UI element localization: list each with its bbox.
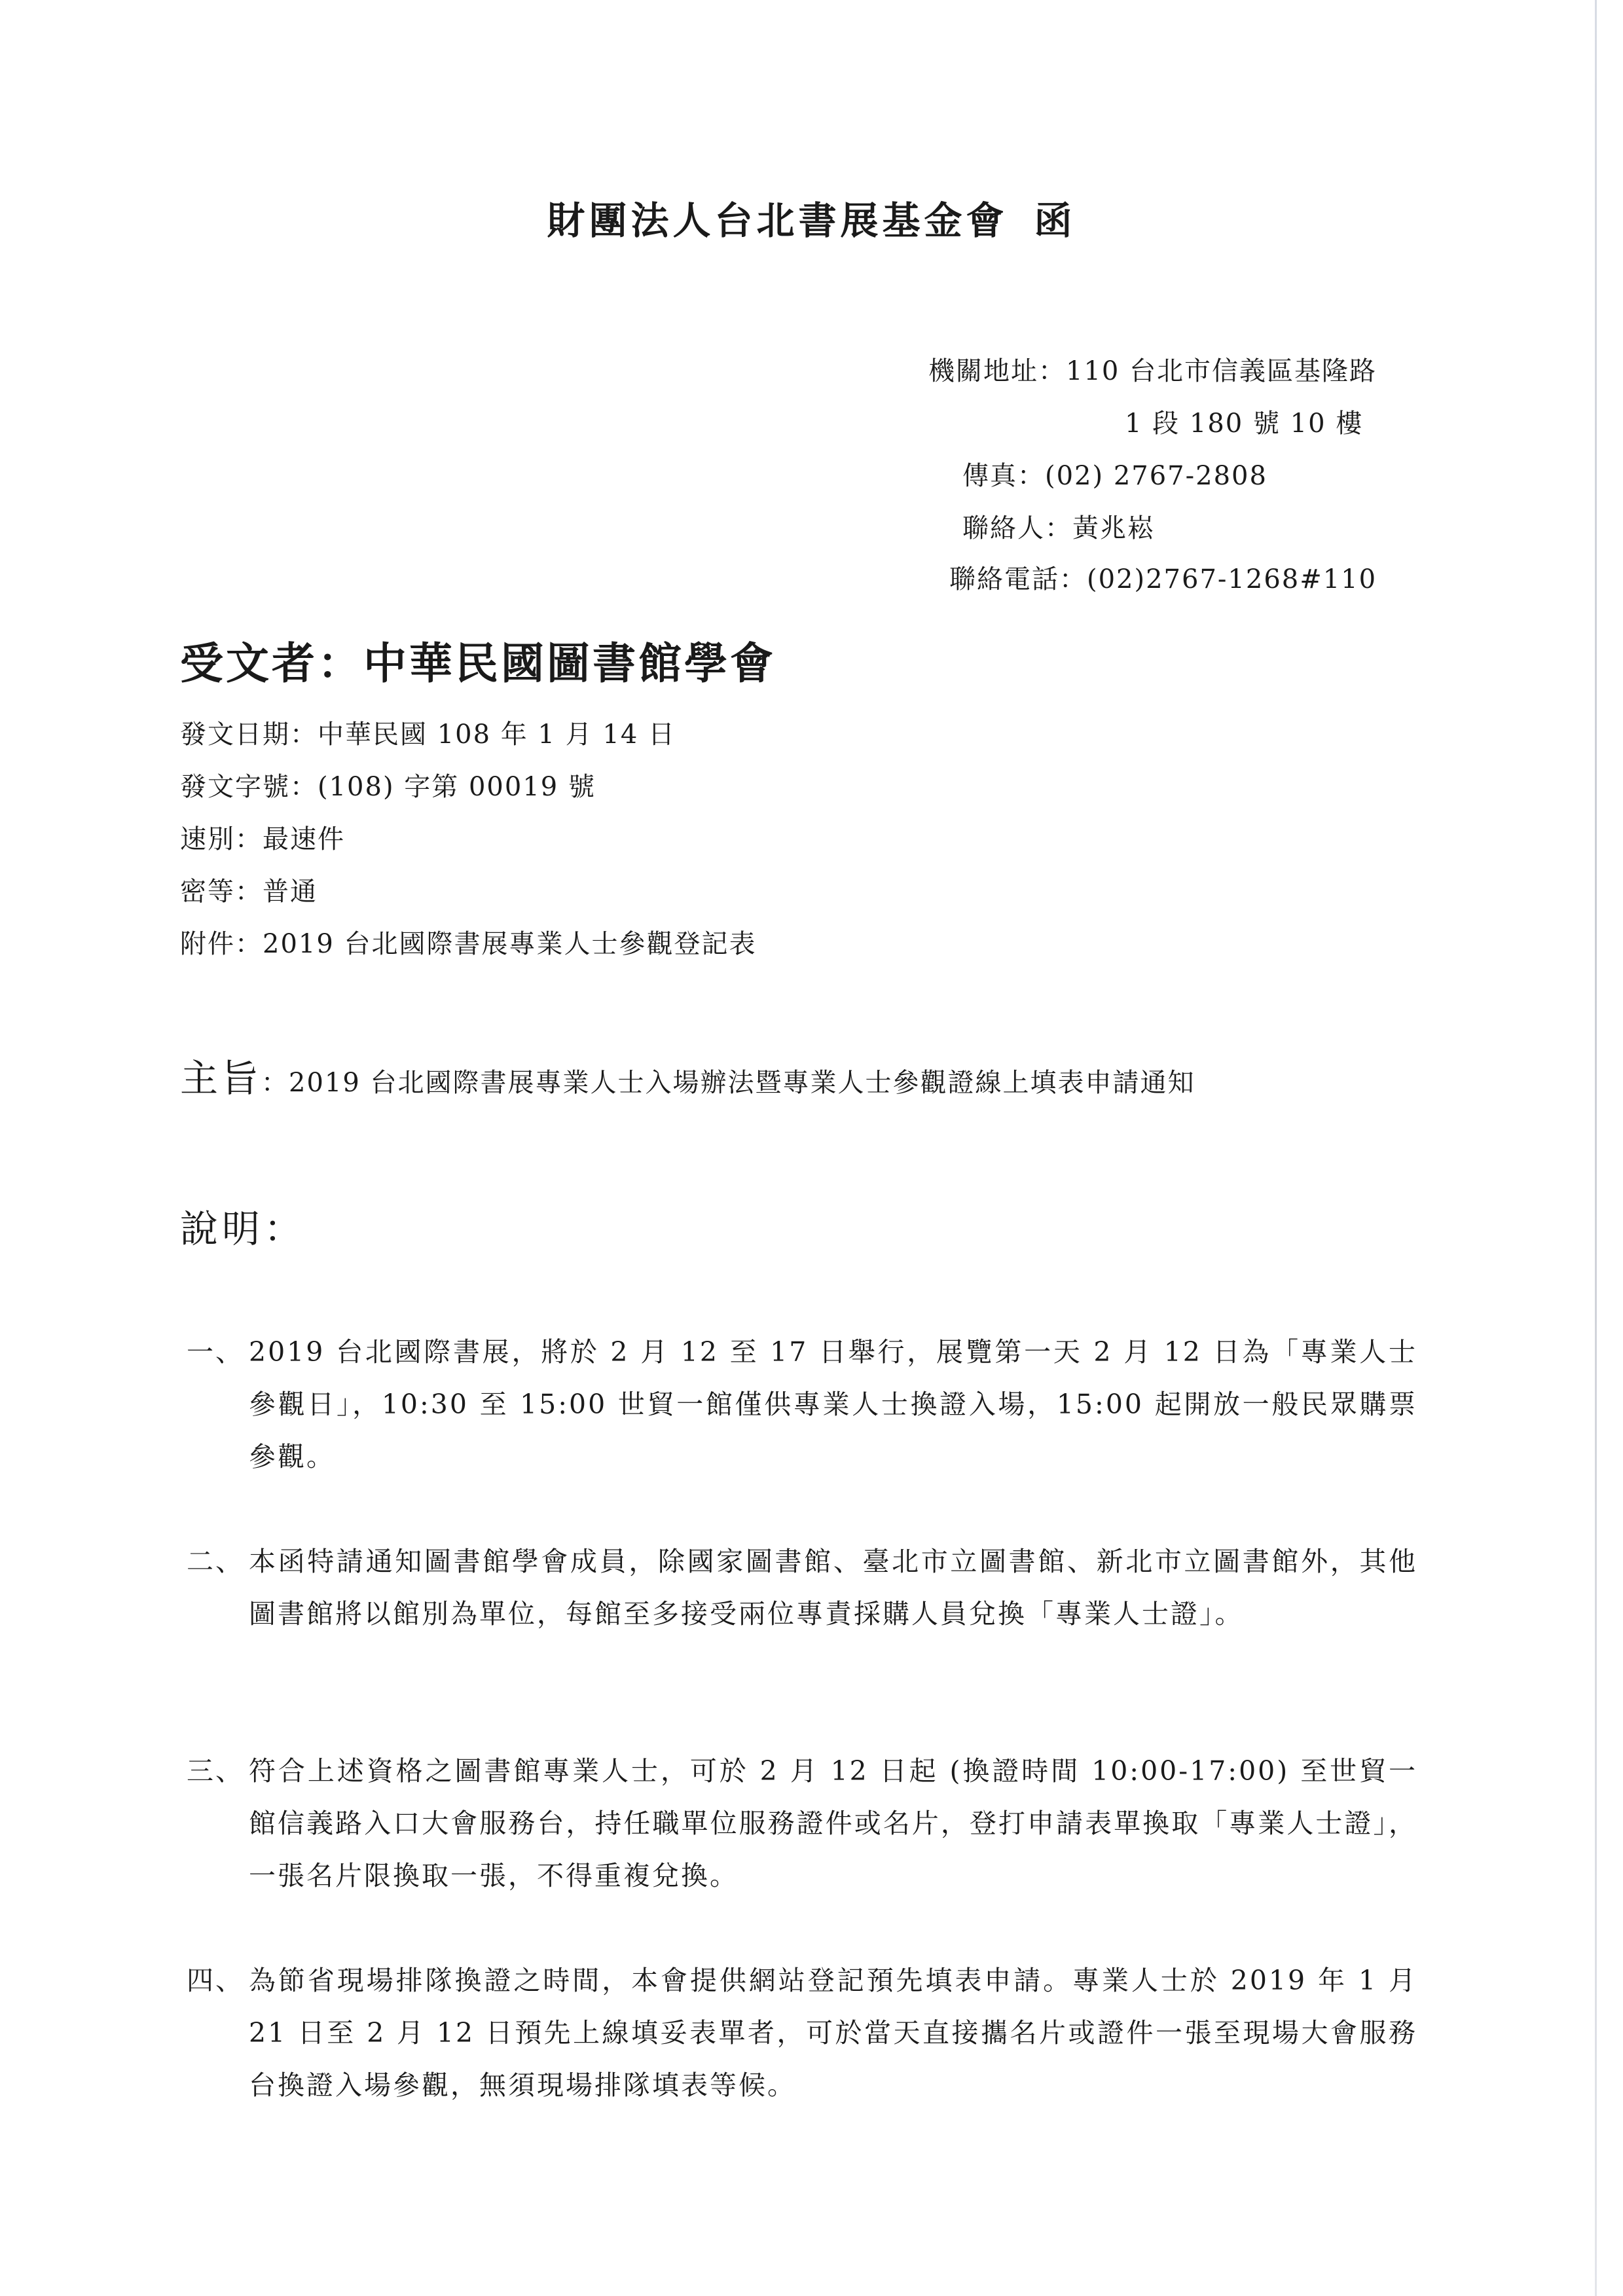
security-level: 密等：普通 — [180, 877, 318, 907]
title-organization: 財團法人台北書展基金會 — [547, 198, 1008, 243]
subject-label: 主旨 — [180, 1056, 262, 1101]
address-line2: 1 段 180 號 10 樓 — [1125, 409, 1364, 439]
title-doc-type: 函 — [1034, 198, 1076, 243]
item-number: 一、 — [187, 1336, 244, 1368]
subject-text: ：2019 台北國際書展專業人士入場辦法暨專業人士參觀證線上填表申請通知 — [261, 1068, 1195, 1098]
address-line1: 110 台北市信義區基隆路 — [1066, 356, 1377, 386]
item-text: 2019 台北國際書展，將於 2 月 12 至 17 日舉行，展覽第一天 2 月 12 日為「專業人士參觀日」，10:30 至 15:00 世貿一館僅供專業人士換證入場，15:00 起開放一般民眾購票參觀。 — [249, 1336, 1417, 1472]
item-text: 符合上述資格之圖書館專業人士，可於 2 月 12 日起 (換證時間 10:00-17:00) 至世貿一館信義路入口大會服務台，持任職單位服務證件或名片，登打申請表單換取「專業人士證」，一張名片限換取一張，不得重複兌換。 — [249, 1755, 1417, 1891]
item-number: 二、 — [187, 1546, 244, 1577]
explanation-item — [187, 1535, 1417, 1640]
attachment: 附件：2019 台北國際書展專業人士參觀登記表 — [180, 929, 757, 959]
contact-person: 聯絡人：黃兆崧 — [962, 513, 1155, 543]
contact-address — [928, 350, 1377, 388]
issue-date: 發文日期：中華民國 108 年 1 月 14 日 — [180, 720, 676, 750]
item-text: 本函特請通知圖書館學會成員，除國家圖書館、臺北市立圖書館、新北市立圖書館外，其他圖書館將以館別為單位，每館至多接受兩位專責採購人員兌換「專業人士證」。 — [249, 1546, 1417, 1630]
item-text: 為節省現場排隊換證之時間，本會提供網站登記預先填表申請。專業人士於 2019 年 1 月 21 日至 2 月 12 日預先上線填妥表單者，可於當天直接攜名片或證件一張至現場大會服務台換證入場參觀，無須現場排隊填表等候。 — [249, 1965, 1417, 2101]
item-number: 四、 — [187, 1965, 244, 1996]
document-title — [0, 190, 1623, 245]
address-label: 機關地址： — [928, 356, 1066, 386]
explanation-label: 說明： — [180, 1207, 306, 1251]
scan-edge-line — [1595, 0, 1597, 2296]
recipient: 受文者：中華民國圖書館學會 — [180, 638, 776, 689]
delivery-speed: 速別：最速件 — [180, 824, 345, 854]
subject-line — [180, 1048, 1195, 1102]
explanation-item — [187, 1745, 1417, 1902]
issue-number: 發文字號：(108) 字第 00019 號 — [180, 772, 596, 802]
explanation-item — [187, 1954, 1417, 2111]
item-number: 三、 — [187, 1755, 244, 1787]
contact-fax: 傳真：(02) 2767-2808 — [962, 461, 1267, 491]
explanation-item — [187, 1326, 1417, 1483]
contact-phone: 聯絡電話：(02)2767-1268#110 — [949, 564, 1377, 594]
